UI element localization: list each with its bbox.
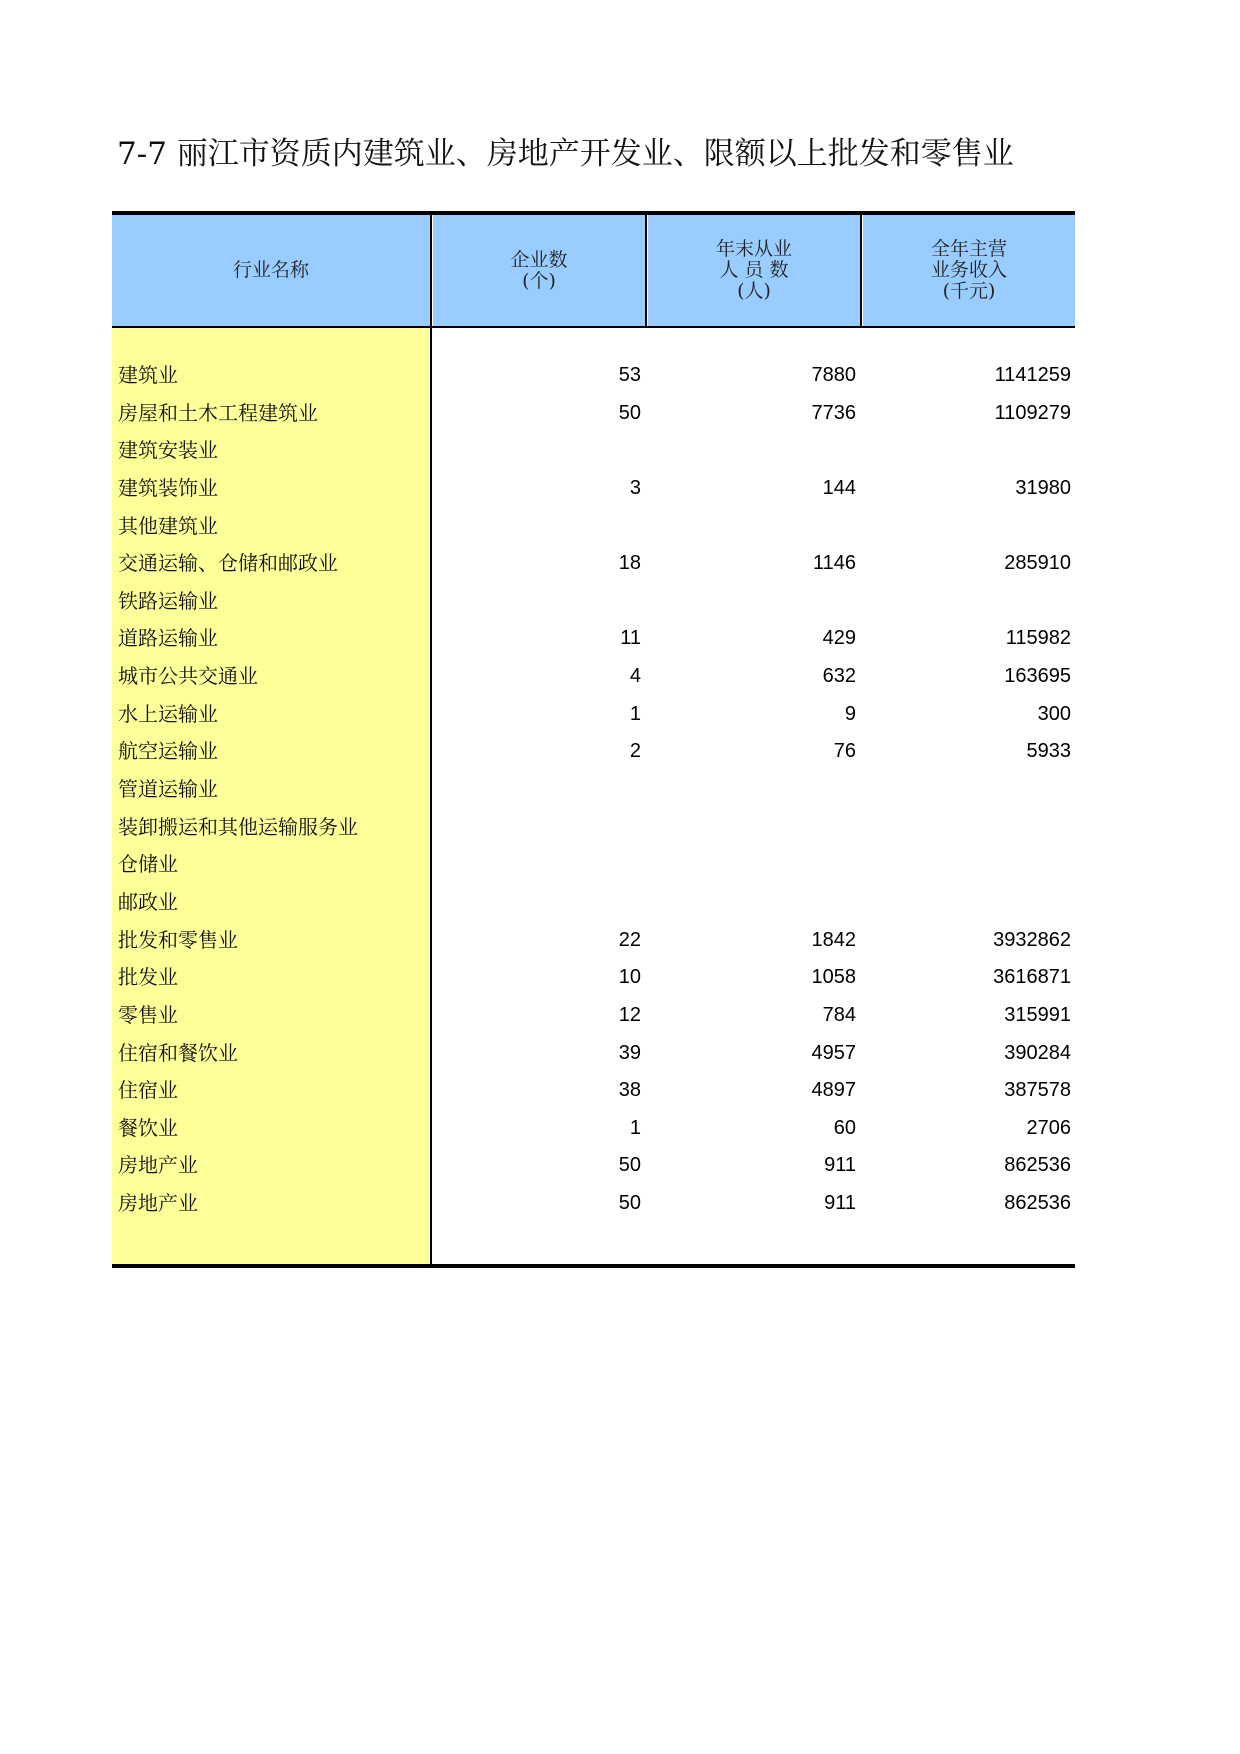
column-divider <box>645 215 647 326</box>
table-row <box>112 922 1075 960</box>
employees-cell: 9 <box>844 702 856 725</box>
employees-cell: 911 <box>824 1154 856 1177</box>
header-employees: 年末从业 人 员 数 (人) <box>648 215 860 326</box>
header-industry-name: 行业名称 <box>112 215 430 326</box>
header-revenue: 全年主营 业务收入 (千元) <box>863 215 1075 326</box>
employees-cell: 7880 <box>811 364 856 386</box>
table-row <box>112 357 1075 395</box>
industry-name-cell: 批发业 <box>118 965 178 990</box>
column-divider <box>860 215 862 326</box>
employees-cell: 1842 <box>811 928 856 951</box>
industry-name-cell: 建筑装饰业 <box>118 475 218 500</box>
enterprise-count-cell: 11 <box>620 627 641 650</box>
table-row <box>112 508 1075 546</box>
table-row <box>112 884 1075 922</box>
enterprise-count-cell: 18 <box>618 552 641 575</box>
table-row <box>112 959 1075 997</box>
table-body <box>112 357 1075 1223</box>
employees-cell: 60 <box>833 1116 856 1139</box>
revenue-cell: 115982 <box>1005 627 1071 650</box>
employees-cell: 911 <box>824 1192 856 1215</box>
enterprise-count-cell: 2 <box>629 740 641 763</box>
industry-name-cell: 批发和零售业 <box>118 927 238 952</box>
industry-name-cell: 零售业 <box>118 1002 178 1027</box>
enterprise-count-cell: 3 <box>629 476 641 499</box>
industry-name-cell: 建筑安装业 <box>118 438 218 463</box>
revenue-cell: 300 <box>1037 702 1071 725</box>
industry-name-cell: 仓储业 <box>118 852 178 877</box>
enterprise-count-cell: 1 <box>629 702 641 725</box>
enterprise-count-cell: 50 <box>618 401 641 424</box>
enterprise-count-cell: 22 <box>618 928 641 951</box>
industry-name-cell: 管道运输业 <box>118 777 218 802</box>
employees-cell: 7736 <box>811 401 856 424</box>
table-row <box>112 733 1075 771</box>
table-row <box>112 1110 1075 1148</box>
revenue-cell: 163695 <box>1004 665 1071 688</box>
enterprise-count-cell: 10 <box>618 966 641 989</box>
table-row <box>112 620 1075 658</box>
header-enterprise-count: 企业数 (个) <box>433 215 645 326</box>
enterprise-count-cell: 1 <box>629 1116 641 1139</box>
industry-name-cell: 其他建筑业 <box>118 513 218 538</box>
enterprise-count-cell: 53 <box>618 364 641 386</box>
table-row <box>112 470 1075 508</box>
table-row <box>112 846 1075 884</box>
enterprise-count-cell: 50 <box>618 1154 641 1177</box>
table-row <box>112 1035 1075 1073</box>
employees-cell: 632 <box>822 665 856 688</box>
table-row <box>112 545 1075 583</box>
table-row <box>112 809 1075 847</box>
table-row <box>112 771 1075 809</box>
industry-name-cell: 房屋和土木工程建筑业 <box>118 400 318 425</box>
table-row <box>112 1147 1075 1185</box>
employees-cell: 4897 <box>811 1079 856 1102</box>
page-title: 7-7 丽江市资质内建筑业、房地产开发业、限额以上批发和零售业 <box>117 136 1014 172</box>
employees-cell: 429 <box>822 627 856 650</box>
industry-name-cell: 城市公共交通业 <box>118 664 258 689</box>
revenue-cell: 2706 <box>1026 1116 1071 1139</box>
industry-name-cell: 住宿和餐饮业 <box>118 1040 238 1065</box>
industry-name-cell: 餐饮业 <box>118 1115 178 1140</box>
table-row <box>112 432 1075 470</box>
employees-cell: 144 <box>822 476 856 499</box>
industry-name-cell: 邮政业 <box>118 889 178 914</box>
industry-name-cell: 水上运输业 <box>118 701 218 726</box>
industry-name-cell: 航空运输业 <box>118 739 218 764</box>
employees-cell: 76 <box>833 740 856 763</box>
revenue-cell: 862536 <box>1004 1192 1071 1215</box>
enterprise-count-cell: 12 <box>618 1003 641 1026</box>
employees-cell: 784 <box>822 1003 856 1026</box>
revenue-cell: 1141259 <box>994 364 1071 386</box>
revenue-cell: 5933 <box>1026 740 1071 763</box>
employees-cell: 4957 <box>811 1041 856 1064</box>
table-row <box>112 696 1075 734</box>
enterprise-count-cell: 38 <box>618 1079 641 1102</box>
revenue-cell: 390284 <box>1004 1041 1071 1064</box>
table-bottom-rule <box>112 1264 1075 1268</box>
revenue-cell: 3616871 <box>993 966 1071 989</box>
table-row <box>112 658 1075 696</box>
industry-name-cell: 房地产业 <box>118 1153 198 1178</box>
revenue-cell: 31980 <box>1015 476 1071 499</box>
table-row <box>112 395 1075 433</box>
industry-name-cell: 建筑业 <box>118 363 178 387</box>
revenue-cell: 285910 <box>1004 552 1071 575</box>
revenue-cell: 862536 <box>1004 1154 1071 1177</box>
revenue-cell: 1109279 <box>994 401 1071 424</box>
revenue-cell: 3932862 <box>993 928 1071 951</box>
enterprise-count-cell: 39 <box>618 1041 641 1064</box>
employees-cell: 1058 <box>811 966 856 989</box>
table-row <box>112 583 1075 621</box>
table-row <box>112 997 1075 1035</box>
industry-name-cell: 房地产业 <box>118 1191 198 1216</box>
employees-cell: 1146 <box>812 552 856 575</box>
table-row <box>112 1185 1075 1223</box>
industry-name-cell: 住宿业 <box>118 1078 178 1103</box>
industry-name-cell: 装卸搬运和其他运输服务业 <box>118 814 358 839</box>
enterprise-count-cell: 4 <box>629 665 641 688</box>
revenue-cell: 315991 <box>1004 1003 1071 1026</box>
enterprise-count-cell: 50 <box>618 1192 641 1215</box>
industry-name-cell: 道路运输业 <box>118 626 218 651</box>
industry-name-cell: 交通运输、仓储和邮政业 <box>118 551 338 576</box>
industry-name-cell: 铁路运输业 <box>118 588 218 613</box>
table-row <box>112 1072 1075 1110</box>
revenue-cell: 387578 <box>1004 1079 1071 1102</box>
